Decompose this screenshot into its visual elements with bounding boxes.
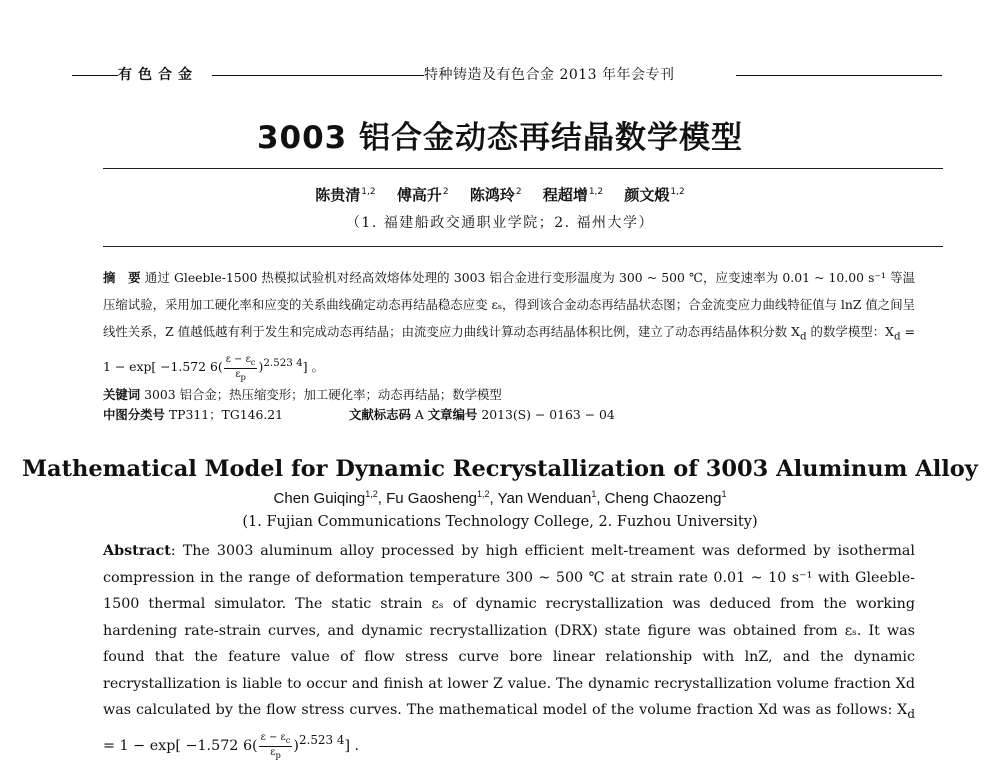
affiliation-en: (1. Fujian Communications Technology College, 2. Fuzhou University) <box>242 514 758 530</box>
issue-info: 特种铸造及有色合金 2013 年年会专刊 <box>424 64 675 86</box>
article-id-value: 2013(S) − 0163 − 04 <box>481 407 615 422</box>
model-exponent: 2.523 4 <box>263 357 303 370</box>
title-en: Mathematical Model for Dynamic Recrystallization of 3003 Aluminum Alloy <box>22 456 978 482</box>
author: 程超增$^{1,2}$ <box>542 186 604 204</box>
author: 傅高升$^2$ <box>396 186 449 204</box>
running-header <box>72 64 942 86</box>
keywords <box>103 385 915 405</box>
author-en: Chen Guiqing$^{1,2}$, <box>273 489 382 507</box>
header-rule-middle <box>212 75 424 76</box>
doc-code-value: A <box>414 407 424 422</box>
abstract-label-en: Abstract <box>103 543 171 559</box>
abstract-label-cn: 摘 要 <box>103 270 141 285</box>
classification-line <box>103 405 915 425</box>
abstract-en: Abstract: The 3003 aluminum alloy processed by high efficient melt-treament was deformed by isothermal compression in the range of deformation temperature 300 ~ 500 ℃ at strain rate 0.01 ~ 10 s⁻¹ with Gleeble-1500 thermal simulator. The static strain εₛ of dynamic recrystallization was deduced from the working hardening rate-strain curves, and dynamic recrystallization (DRX) state figure was obtained from εₛ. It was found that the feature value of flow stress curve bore linear relationship with lnZ, and the dynamic recrystallization is liable to occur and finish at lower Z value. The dynamic recrystallization volume fraction Xd was calculated by the flow stress curves. The mathematical model of the volume fraction Xd was as follows: $X_d = 1 - \exp[ -1.572$ 6( $\frac{\varepsilon - \varepsilon_c}{\varepsilon_p}$ )$^{2.523 4}$] . <box>103 543 915 760</box>
authors-cn <box>0 184 1000 205</box>
xd-subscript: d <box>799 330 807 343</box>
authors-en <box>0 489 1000 507</box>
article-id-label: 文章编号 <box>427 407 478 422</box>
header-block-rule <box>103 246 943 247</box>
model-equation: = 1 − exp[ −1.572 6( <box>103 324 915 375</box>
journal-name: 有色合金 <box>118 64 198 86</box>
abstract-text-cn: 通过 Gleeble-1500 热模拟试验机对经高效熔体处理的 3003 铝合金进行变形温度为 300 ~ 500 ℃，应变速率为 0.01 ~ 10.00 s⁻¹ 等温压缩试验，采用加工硬化率和应变的关系曲线确定动态再结晶稳态应变 εₛ，得到该合金动态再结晶状态图；合金流变应力曲线特征值与 lnZ 值之间呈线性关系，Z 值越低越有利于发生和完成动态再结晶；由流变应力曲线计算动态再结晶体积比例，建立了动态再结晶体积分数 X <box>103 270 916 339</box>
author: 陈鸿玲$^2$ <box>469 186 522 204</box>
author: 陈贵清$^{1,2}$ <box>315 186 376 204</box>
model-equation-en: = 1 − exp[ −1.572 6( <box>103 738 258 755</box>
header-rule-right <box>736 75 942 76</box>
abstract-cn: 摘 要 通过 Gleeble-1500 热模拟试验机对经高效熔体处理的 3003 铝合金进行变形温度为 300 ~ 500 ℃，应变速率为 0.01 ~ 10.00 s⁻¹ 等温压缩试验，采用加工硬化率和应变的关系曲线确定动态再结晶稳态应变 εₛ，得到该合金动态再结晶状态图；合金流变应力曲线特征值与 lnZ 值之间呈线性关系，Z 值越低越有利于发生和完成动态再结晶；由流变应力曲线计算动态再结晶体积比例，建立了动态再结晶体积分数 $X_d$ 的数学模型：$X_d = 1 - \exp[ -1.572$ 6( $\frac{\varepsilon - \varepsilon_c}{\varepsilon_p}$ )$^{2.523 4}$] 。 <box>103 270 916 382</box>
keywords-text: 3003 铝合金；热压缩变形；加工硬化率；动态再结晶；数学模型 <box>144 387 502 402</box>
doc-code-label: 文献标志码 <box>348 407 411 422</box>
affiliation-cn: （1. 福建船政交通职业学院；2. 福州大学） <box>345 215 655 231</box>
clc-value: TP311；TG146.21 <box>168 407 284 422</box>
model-fraction: $\frac{\varepsilon - \varepsilon_c}{\varepsilon_p}$ <box>225 353 256 382</box>
model-fraction-en: $\frac{\varepsilon - \varepsilon_c}{\varepsilon_p}$ <box>260 731 291 760</box>
keywords-label: 关键词 <box>103 387 141 402</box>
page-title: 3003 铝合金动态再结晶数学模型 <box>256 120 744 156</box>
author-en: Cheng Chaozeng$^1$ <box>604 489 727 507</box>
abstract-text-en: The 3003 aluminum alloy processed by high efficient melt-treament was deformed by isothermal compression in the range of deformation temperature 300 ~ 500 ℃ at strain rate 0.01 ~ 10 s⁻¹ with Gleeble-1500 thermal simulator. The static strain εₛ of dynamic recrystallization was deduced from the working hardening rate-strain curves, and dynamic recrystallization (DRX) state figure was obtained from εₛ. It was found that the feature value of flow stress curve bore linear relationship with lnZ, and the dynamic recrystallization is liable to occur and finish at lower Z value. The dynamic recrystallization volume fraction Xd was calculated by the flow stress curves. The mathematical model of the volume fraction Xd was as follows: X <box>103 543 915 718</box>
model-lead: 的数学模型：X <box>806 324 894 339</box>
header-rule-left <box>72 75 118 76</box>
author-en: Fu Gaosheng$^{1,2}$, <box>386 489 494 507</box>
author: 颜文煅$^{1,2}$ <box>624 186 685 204</box>
author-en: Yan Wenduan$^1$, <box>497 489 601 507</box>
title-rule <box>103 168 943 169</box>
clc-label: 中图分类号 <box>103 407 165 422</box>
model-exponent-en: 2.523 4 <box>298 733 345 748</box>
